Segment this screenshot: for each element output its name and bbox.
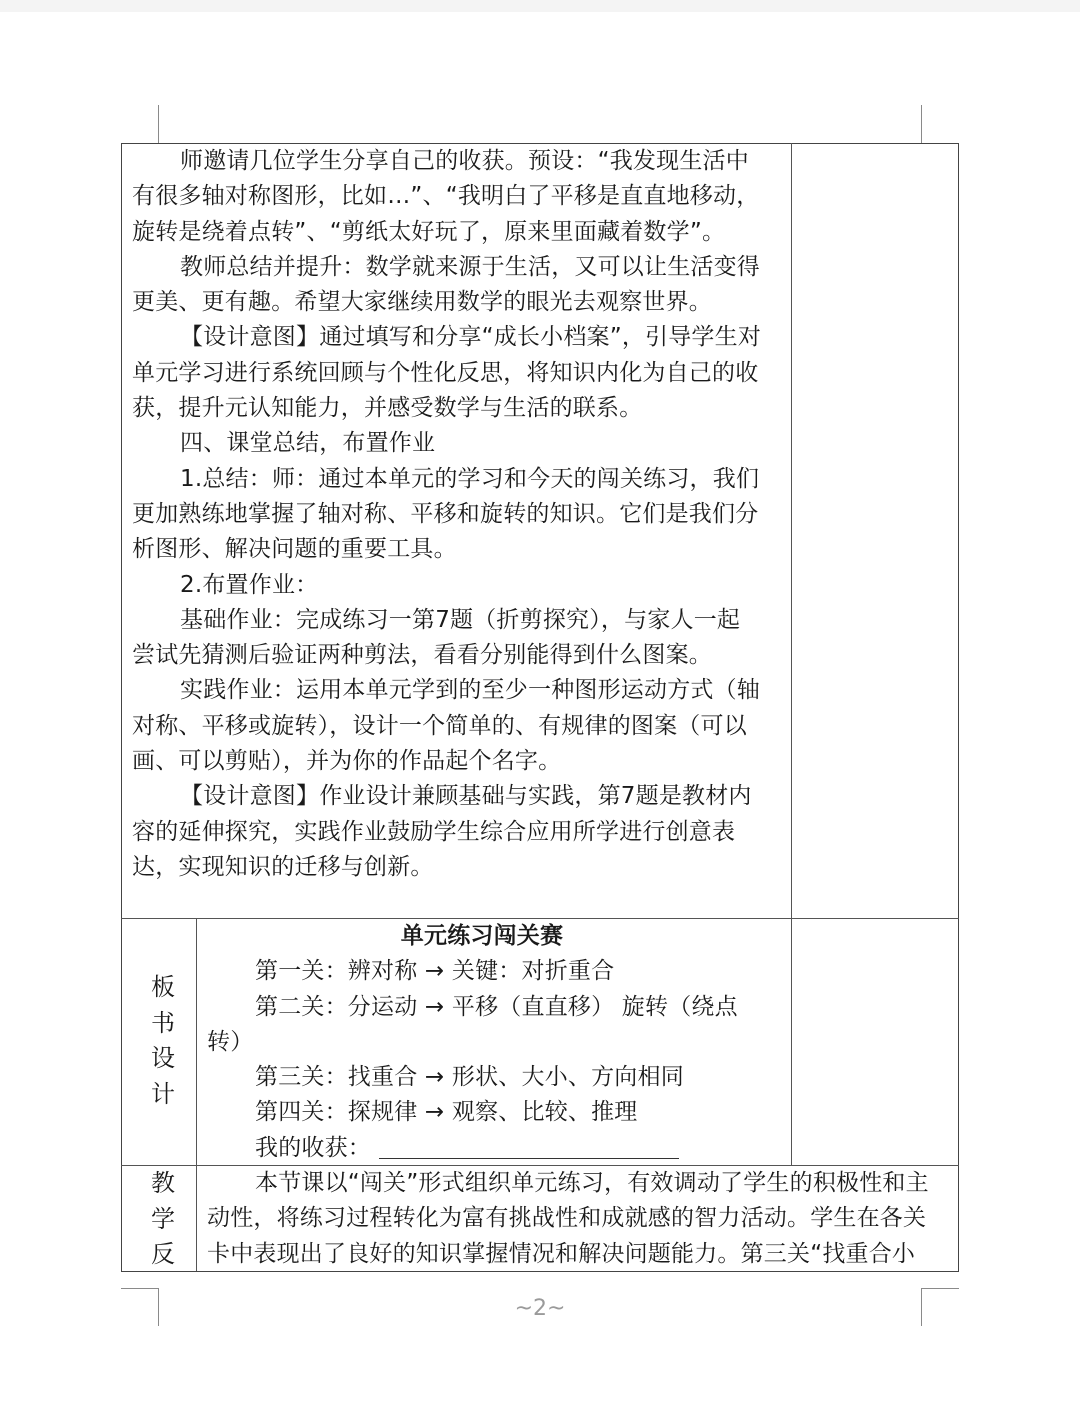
reflection-line: 本节课以“闯关”形式组织单元练习，有效调动了学生的积极性和主 [255,1170,929,1196]
text-line: 旋转是绕着点转”、“剪纸太好玩了，原来里面藏着数学”。 [132,218,726,245]
text-line: 容的延伸探究，实践作业鼓励学生综合应用所学进行创意表 [132,818,736,845]
text-line: 单元学习进行系统回顾与个性化反思，将知识内化为自己的收 [132,359,759,386]
reflection-line: 动性，将练习过程转化为富有挑战性和成就感的智力活动。学生在各关 [207,1205,927,1232]
top-strip [0,0,1080,12]
board-design-label: 板 书 设 计 [151,973,175,1108]
text-line: 达，实现知识的迁移与创新。 [132,853,434,880]
board-line: 第一关：辨对称 → 关键：对折重合 [255,958,615,985]
text-line: 教师总结并提升：数学就来源于生活，又可以让生活变得 [180,253,760,280]
board-design-cell [207,919,787,1166]
text-line: 【设计意图】作业设计兼顾基础与实践，第7题是教材内 [180,783,752,810]
text-line: 基础作业：完成练习一第7题（折剪探究），与家人一起 [180,606,741,633]
text-line: 【设计意图】通过填写和分享“成长小档案”，引导学生对 [180,324,762,351]
board-design-title: 单元练习闯关赛 [400,923,564,949]
main-text-cell [132,144,787,885]
section-heading: 四、课堂总结，布置作业 [180,430,436,457]
crop-mark-bottom-right-h [922,1288,959,1289]
crop-mark-bottom-left-h [121,1288,158,1289]
text-line: 画、可以剪贴），并为你的作品起个名字。 [132,748,562,775]
reflection-line: 卡中表现出了良好的知识掌握情况和解决问题能力。第三关“找重合小 [207,1240,916,1267]
text-line: 有很多轴对称图形，比如…”、“我明白了平移是直直地移动， [132,183,760,210]
board-line: 第三关：找重合 → 形状、大小、方向相同 [255,1064,684,1091]
text-line: 获，提升元认知能力，并感受数学与生活的联系。 [132,395,643,422]
board-line: 第二关：分运动 → 平移（直直移） 旋转（绕点 [255,993,738,1020]
page-number: ~2~ [514,1296,566,1321]
text-line: 对称、平移或旋转），设计一个简单的、有规律的图案（可以 [132,712,747,739]
text-line: 更加熟练地掌握了轴对称、平移和旋转的知识。它们是我们分 [132,500,759,527]
text-line: 1.总结：师：通过本单元的学习和今天的闯关练习，我们 [180,465,760,492]
reflection-cell [207,1166,955,1272]
text-line: 实践作业：运用本单元学到的至少一种图形运动方式（轴 [180,677,760,704]
crop-mark-top-left [158,105,159,143]
gains-blank-line [379,1136,679,1159]
board-line: 第四关：探规律 → 观察、比较、推理 [255,1099,638,1126]
my-gains-line: 我的收获： [207,1131,787,1166]
text-line: 2.布置作业： [180,571,319,598]
text-line: 析图形、解决问题的重要工具。 [132,536,457,563]
board-line: 转） [207,1028,254,1055]
label-column-divider [196,918,197,1271]
crop-mark-top-right [921,105,922,143]
right-column-divider [791,143,792,1165]
teaching-reflection-label: 教 学 反 [151,1169,175,1268]
text-line: 尝试先猜测后验证两种剪法，看看分别能得到什么图案。 [132,642,712,669]
text-line: 更美、更有趣。希望大家继续用数学的眼光去观察世界。 [132,289,712,316]
text-line: 师邀请几位学生分享自己的收获。预设：“我发现生活中 [180,148,749,174]
